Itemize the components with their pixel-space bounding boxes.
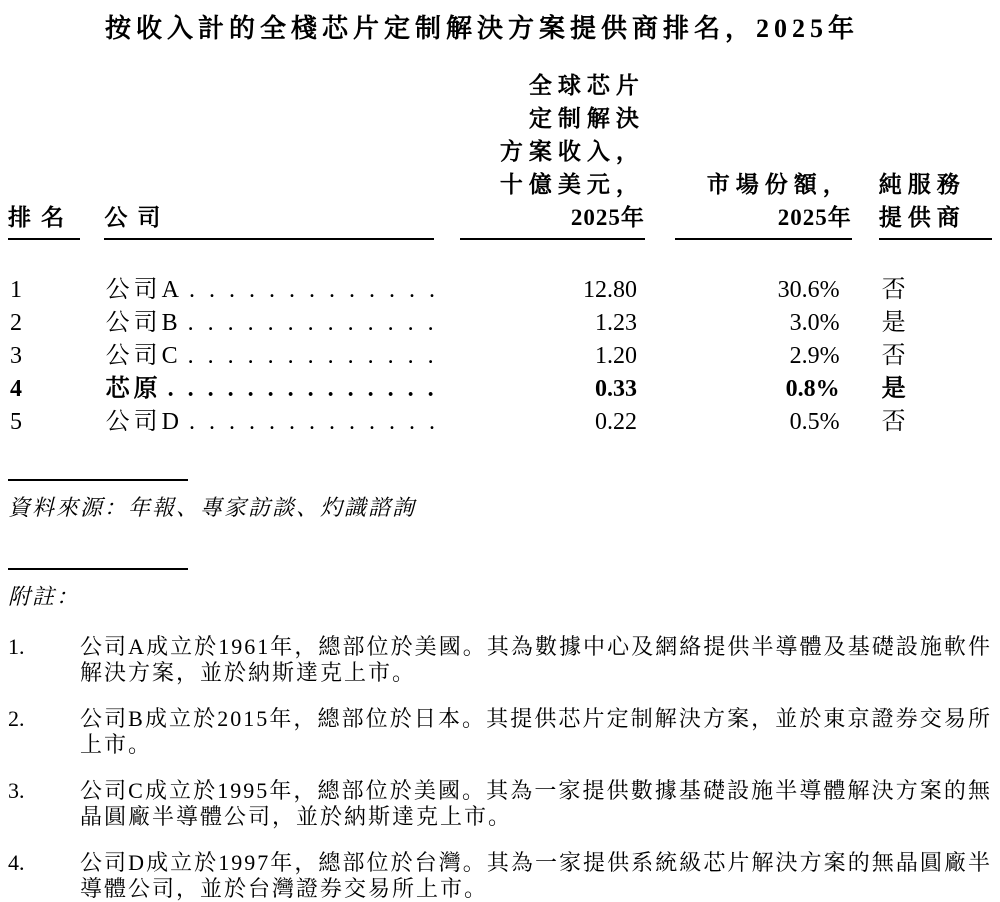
footnote-text: 公司D成立於1997年，總部位於台灣。其為一家提供系統級芯片解決方案的無晶圓廠半導體公司，並於台灣證券交易所上市。 bbox=[80, 850, 992, 901]
company-cell bbox=[106, 340, 438, 373]
pure-service-cell: 是 bbox=[881, 376, 906, 402]
table-row bbox=[8, 340, 992, 373]
company-cell bbox=[106, 406, 438, 439]
company-name: 公司D bbox=[105, 409, 183, 435]
company-name: 公司C bbox=[105, 343, 182, 369]
footnote-number: 3. bbox=[8, 778, 25, 803]
table-header-row bbox=[8, 69, 992, 240]
header-revenue-line-2: 定制解決 bbox=[528, 106, 645, 131]
footnote-text: 公司C成立於1995年，總部位於美國。其為一家提供數據基礎設施半導體解決方案的無晶圓廠半導體公司，並於納斯達克上市。 bbox=[80, 778, 992, 829]
footnote-number: 1. bbox=[8, 634, 25, 659]
header-company-label: 公司 bbox=[104, 205, 171, 230]
share-cell: 30.6% bbox=[777, 277, 840, 303]
revenue-cell: 1.20 bbox=[595, 343, 638, 369]
share-cell: 2.9% bbox=[789, 343, 840, 369]
footnote-text: 公司B成立於2015年，總部位於日本。其提供芯片定制解決方案，並於東京證券交易所上市。 bbox=[80, 706, 992, 757]
rank-cell: 2 bbox=[10, 310, 22, 336]
notes-label: 附註： bbox=[8, 584, 81, 609]
header-rank bbox=[8, 201, 104, 240]
dot-leader bbox=[188, 340, 438, 373]
header-rank-label: 排名 bbox=[8, 201, 80, 240]
header-share-line-2: 2025年 bbox=[777, 205, 852, 230]
header-market-share bbox=[675, 168, 852, 240]
share-cell: 0.5% bbox=[789, 409, 840, 435]
revenue-cell: 0.33 bbox=[595, 376, 638, 402]
header-service-line-2: 提供商 bbox=[878, 205, 966, 230]
share-cell: 0.8% bbox=[785, 376, 840, 402]
header-revenue-line-4: 十億美元， bbox=[499, 172, 645, 197]
footnote-number: 4. bbox=[8, 850, 25, 875]
header-pure-service bbox=[879, 168, 992, 240]
table-row bbox=[8, 274, 992, 307]
table-row bbox=[8, 307, 992, 340]
header-share-line-1: 市場份額， bbox=[706, 172, 852, 197]
dot-leader bbox=[189, 406, 438, 439]
rank-cell: 4 bbox=[10, 376, 22, 402]
revenue-cell: 1.23 bbox=[595, 310, 638, 336]
company-cell bbox=[106, 307, 438, 340]
company-name: 公司B bbox=[105, 310, 182, 336]
header-revenue-line-3: 方案收入， bbox=[499, 139, 645, 164]
header-revenue-line-1: 全球芯片 bbox=[528, 73, 645, 98]
table-row-highlight-verisilicon bbox=[8, 373, 992, 406]
revenue-cell: 12.80 bbox=[583, 277, 638, 303]
footnote bbox=[8, 778, 992, 830]
pure-service-cell: 否 bbox=[881, 343, 906, 369]
company-cell bbox=[106, 373, 438, 406]
company-name: 芯原 bbox=[105, 376, 162, 402]
footnote bbox=[8, 706, 992, 758]
dot-leader bbox=[188, 307, 438, 340]
source-note: 資料來源：年報、專家訪談、灼識諮詢 bbox=[8, 495, 417, 520]
header-service-line-1: 純服務 bbox=[878, 172, 966, 197]
revenue-cell: 0.22 bbox=[595, 409, 638, 435]
header-revenue-line-5: 2025年 bbox=[570, 205, 645, 230]
company-name: 公司A bbox=[105, 277, 183, 303]
footnote-number: 2. bbox=[8, 706, 25, 731]
footnote-text: 公司A成立於1961年，總部位於美國。其為數據中心及網絡提供半導體及基礎設施軟件解決方案，並於納斯達克上市。 bbox=[80, 634, 992, 685]
rank-cell: 5 bbox=[10, 409, 22, 435]
pure-service-cell: 否 bbox=[881, 409, 906, 435]
table-row bbox=[8, 406, 992, 439]
pure-service-cell: 是 bbox=[881, 310, 906, 336]
rank-cell: 3 bbox=[10, 343, 22, 369]
pure-service-cell: 否 bbox=[881, 277, 906, 303]
share-cell: 3.0% bbox=[789, 310, 840, 336]
rank-cell: 1 bbox=[10, 277, 22, 303]
footnote bbox=[8, 634, 992, 686]
footnotes bbox=[8, 634, 992, 902]
notes-divider bbox=[8, 568, 188, 570]
footnote bbox=[8, 850, 992, 902]
company-cell bbox=[106, 274, 438, 307]
table-body bbox=[8, 274, 992, 439]
dot-leader bbox=[168, 373, 438, 406]
header-revenue bbox=[460, 69, 645, 240]
table-title: 按收入計的全棧芯片定制解決方案提供商排名，2025年 bbox=[105, 14, 860, 43]
header-company bbox=[104, 201, 434, 240]
dot-leader bbox=[189, 274, 438, 307]
source-divider bbox=[8, 479, 188, 481]
